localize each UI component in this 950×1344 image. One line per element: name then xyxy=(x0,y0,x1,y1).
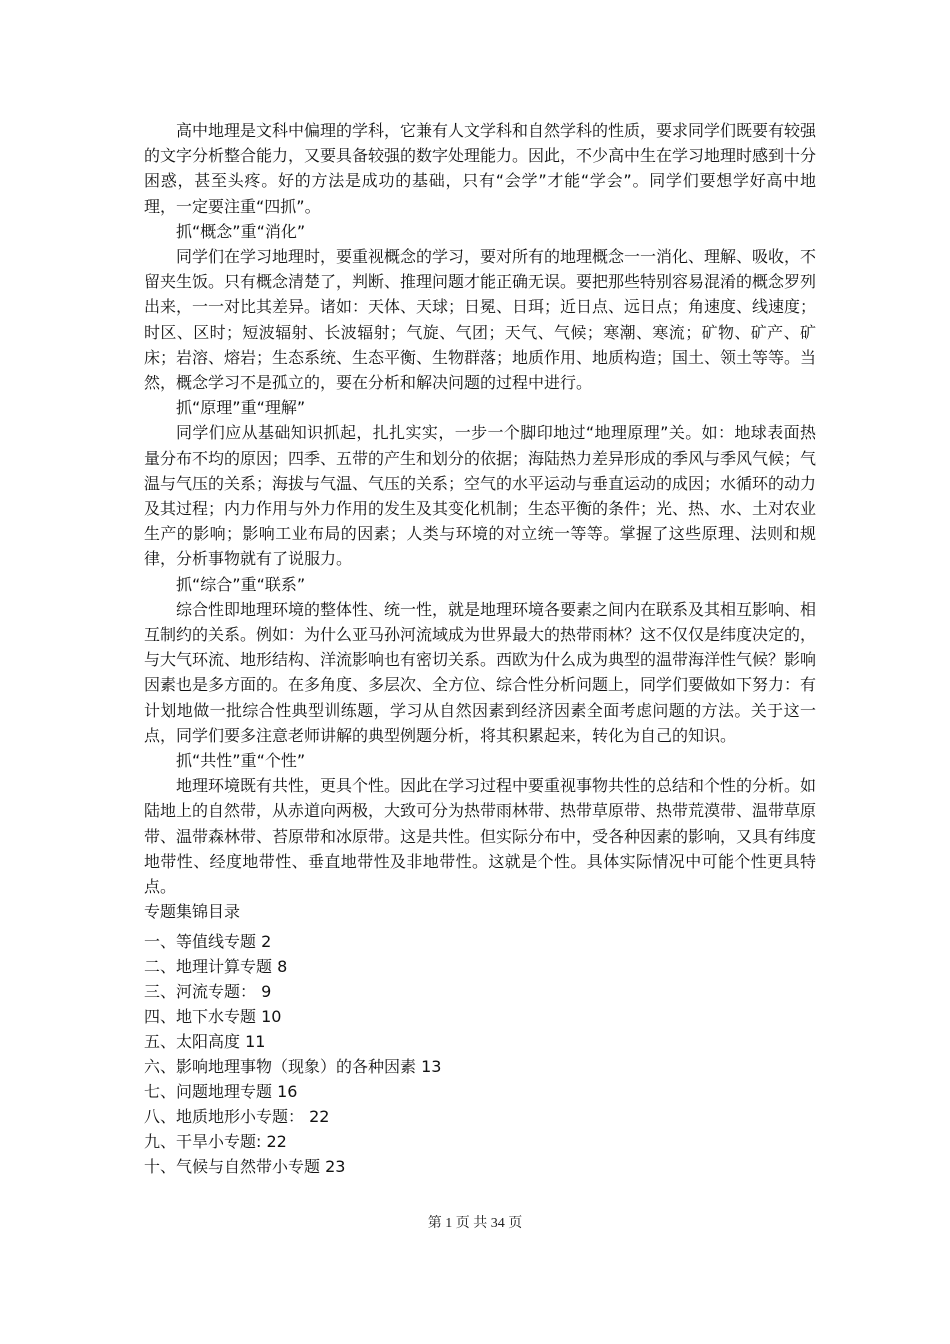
toc-item: 三、河流专题： 9 xyxy=(144,981,272,1001)
toc-item: 十、气候与自然带小专题 23 xyxy=(144,1156,346,1176)
section-body-commonality: 地理环境既有共性，更具个性。因此在学习过程中要重视事物共性的总结和个性的分析。如陆地上的自然带，从赤道向两极，大致可分为热带雨林带、热带草原带、热带荒漠带、温带草原带、温带森林带、苔原带和冰原带。这是共性。但实际分布中，受各种因素的影响，又具有纬度地带性、经度地带性、垂直地带性及非地带性。这就是个性。具体实际情况中可能个性更具特点。 xyxy=(144,776,817,897)
toc-item: 六、影响地理事物（现象）的各种因素 13 xyxy=(144,1056,442,1076)
toc-item: 七、问题地理专题 16 xyxy=(144,1081,298,1101)
section-body-synthesis: 综合性即地理环境的整体性、统一性，就是地理环境各要素之间内在联系及其相互影响、相互制约的关系。例如：为什么亚马孙河流域成为世界最大的热带雨林？这不仅仅是纬度决定的，与大气环流、地形结构、洋流影响也有密切关系。西欧为什么成为典型的温带海洋性气候？影响因素也是多方面的。在多角度、多层次、全方位、综合性分析问题上，同学们要做如下努力：有计划地做一批综合性典型训练题，学习从自然因素到经济因素全面考虑问题的方法。关于这一点，同学们要多注意老师讲解的典型例题分析，将其积累起来，转化为自己的知识。 xyxy=(144,599,817,745)
toc-item: 八、地质地形小专题： 22 xyxy=(144,1106,330,1126)
section-heading-concept: 抓“概念”重“消化” xyxy=(176,221,306,241)
toc-item: 一、等值线专题 2 xyxy=(144,931,272,951)
section-body-principle: 同学们应从基础知识抓起，扎扎实实，一步一个脚印地过“地理原理”关。如：地球表面热量分布不均的原因；四季、五带的产生和划分的依据；海陆热力差异形成的季风与季风气候；气温与气压的关系；海拔与气温、气压的关系；空气的水平运动与垂直运动的成因；水循环的动力及其过程；内力作用与外力作用的发生及其变化机制；生态平衡的条件；光、热、水、土对农业生产的影响；影响工业布局的因素；人类与环境的对立统一等等。掌握了这些原理、法则和规律，分析事物就有了说服力。 xyxy=(144,423,817,569)
toc-title: 专题集锦目录 xyxy=(144,902,241,922)
section-heading-commonality: 抓“共性”重“个性” xyxy=(176,751,306,771)
page-footer: 第 1 页 共 34 页 xyxy=(427,1216,523,1231)
section-body-concept: 同学们在学习地理时，要重视概念的学习，要对所有的地理概念一一消化、理解、吸收，不留夹生饭。只有概念清楚了，判断、推理问题才能正确无误。要把那些特别容易混淆的概念罗列出来，一一对比其差异。诸如：天体、天球；日冕、日珥；近日点、远日点；角速度、线速度；时区、区时；短波辐射、长波辐射；气旋、气团；天气、气候；寒潮、寒流；矿物、矿产、矿床；岩溶、熔岩；生态系统、生态平衡、生物群落；地质作用、地质构造；国土、领土等等。当然，概念学习不是孤立的，要在分析和解决问题的过程中进行。 xyxy=(144,247,817,393)
document-body xyxy=(144,118,816,1179)
section-heading-principle: 抓“原理”重“理解” xyxy=(176,398,306,418)
toc-item: 五、太阳高度 11 xyxy=(144,1031,266,1051)
section-heading-synthesis: 抓“综合”重“联系” xyxy=(176,574,306,594)
toc-item: 四、地下水专题 10 xyxy=(144,1006,282,1026)
toc-item: 九、干旱小专题: 22 xyxy=(144,1131,287,1151)
toc-item: 二、地理计算专题 8 xyxy=(144,956,288,976)
toc-list xyxy=(144,929,816,1179)
intro-paragraph: 高中地理是文科中偏理的学科，它兼有人文学科和自然学科的性质，要求同学们既要有较强的文字分析整合能力，又要具备较强的数字处理能力。因此，不少高中生在学习地理时感到十分困惑，甚至头疼。好的方法是成功的基础，只有“会学”才能“学会”。同学们要想学好高中地理，一定要注重“四抓”。 xyxy=(144,121,817,216)
